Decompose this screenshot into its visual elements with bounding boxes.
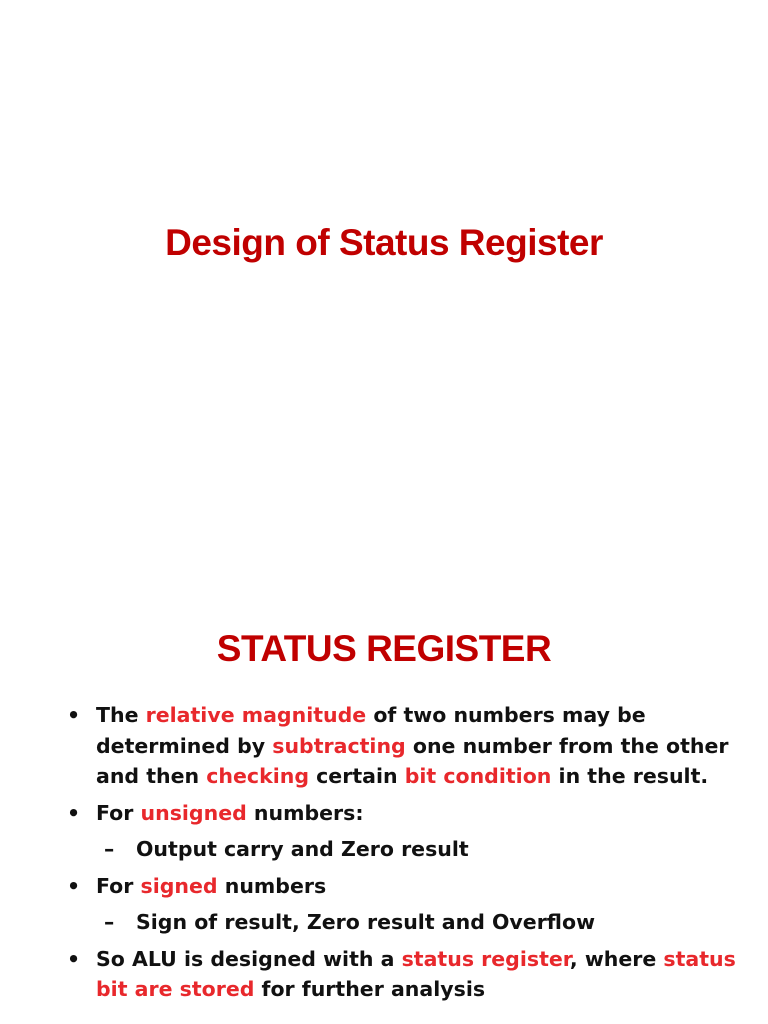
highlight-text: status bit are stored [96,946,736,1001]
bullet-text: of two numbers may be determined by [96,703,646,758]
sub-bullet-text: Sign of result, Zero result and Overflow [136,910,596,934]
highlight-text: subtracting [272,733,406,758]
sub-bullet-item [64,907,754,938]
bullet-text: So ALU is designed with a [96,946,402,971]
sub-bullet-text: Output carry and Zero result [136,837,469,861]
bullet-text: numbers: [246,800,364,825]
bullet-text: in the result. [551,764,709,788]
bullet-item [64,798,754,829]
bullet-dot-icon: • [67,873,81,898]
slide-title-design-of-status-register: Design of Status Register [165,222,603,263]
bullet-text: For [96,873,141,898]
highlight-text: relative magnitude [145,703,367,727]
highlight-text: unsigned [140,800,247,825]
bullet-text: certain [309,764,405,788]
highlight-text: bit condition [404,764,552,788]
bullet-text: for further analysis [254,977,486,1001]
slide-title-status-register: STATUS REGISTER [216,628,552,669]
bullet-text: numbers [217,873,327,898]
highlight-text: signed [140,873,218,898]
bullet-text: , where [569,946,664,971]
highlight-text: status register [401,946,570,971]
bullet-dot-icon: • [67,946,81,971]
sub-bullet-item [64,834,754,865]
highlight-text: checking [206,764,310,788]
bullet-list [64,700,754,1011]
bullet-item [64,871,754,902]
bullet-text: The [96,703,146,727]
bullet-dot-icon: • [67,703,81,727]
bullet-dot-icon: • [67,800,81,825]
dash-icon: – [104,910,115,934]
bullet-item [64,700,754,792]
bullet-text: For [96,800,141,825]
bullet-text: one number from the other and then [96,733,729,788]
dash-icon: – [104,837,115,861]
bullet-item [64,944,754,1005]
